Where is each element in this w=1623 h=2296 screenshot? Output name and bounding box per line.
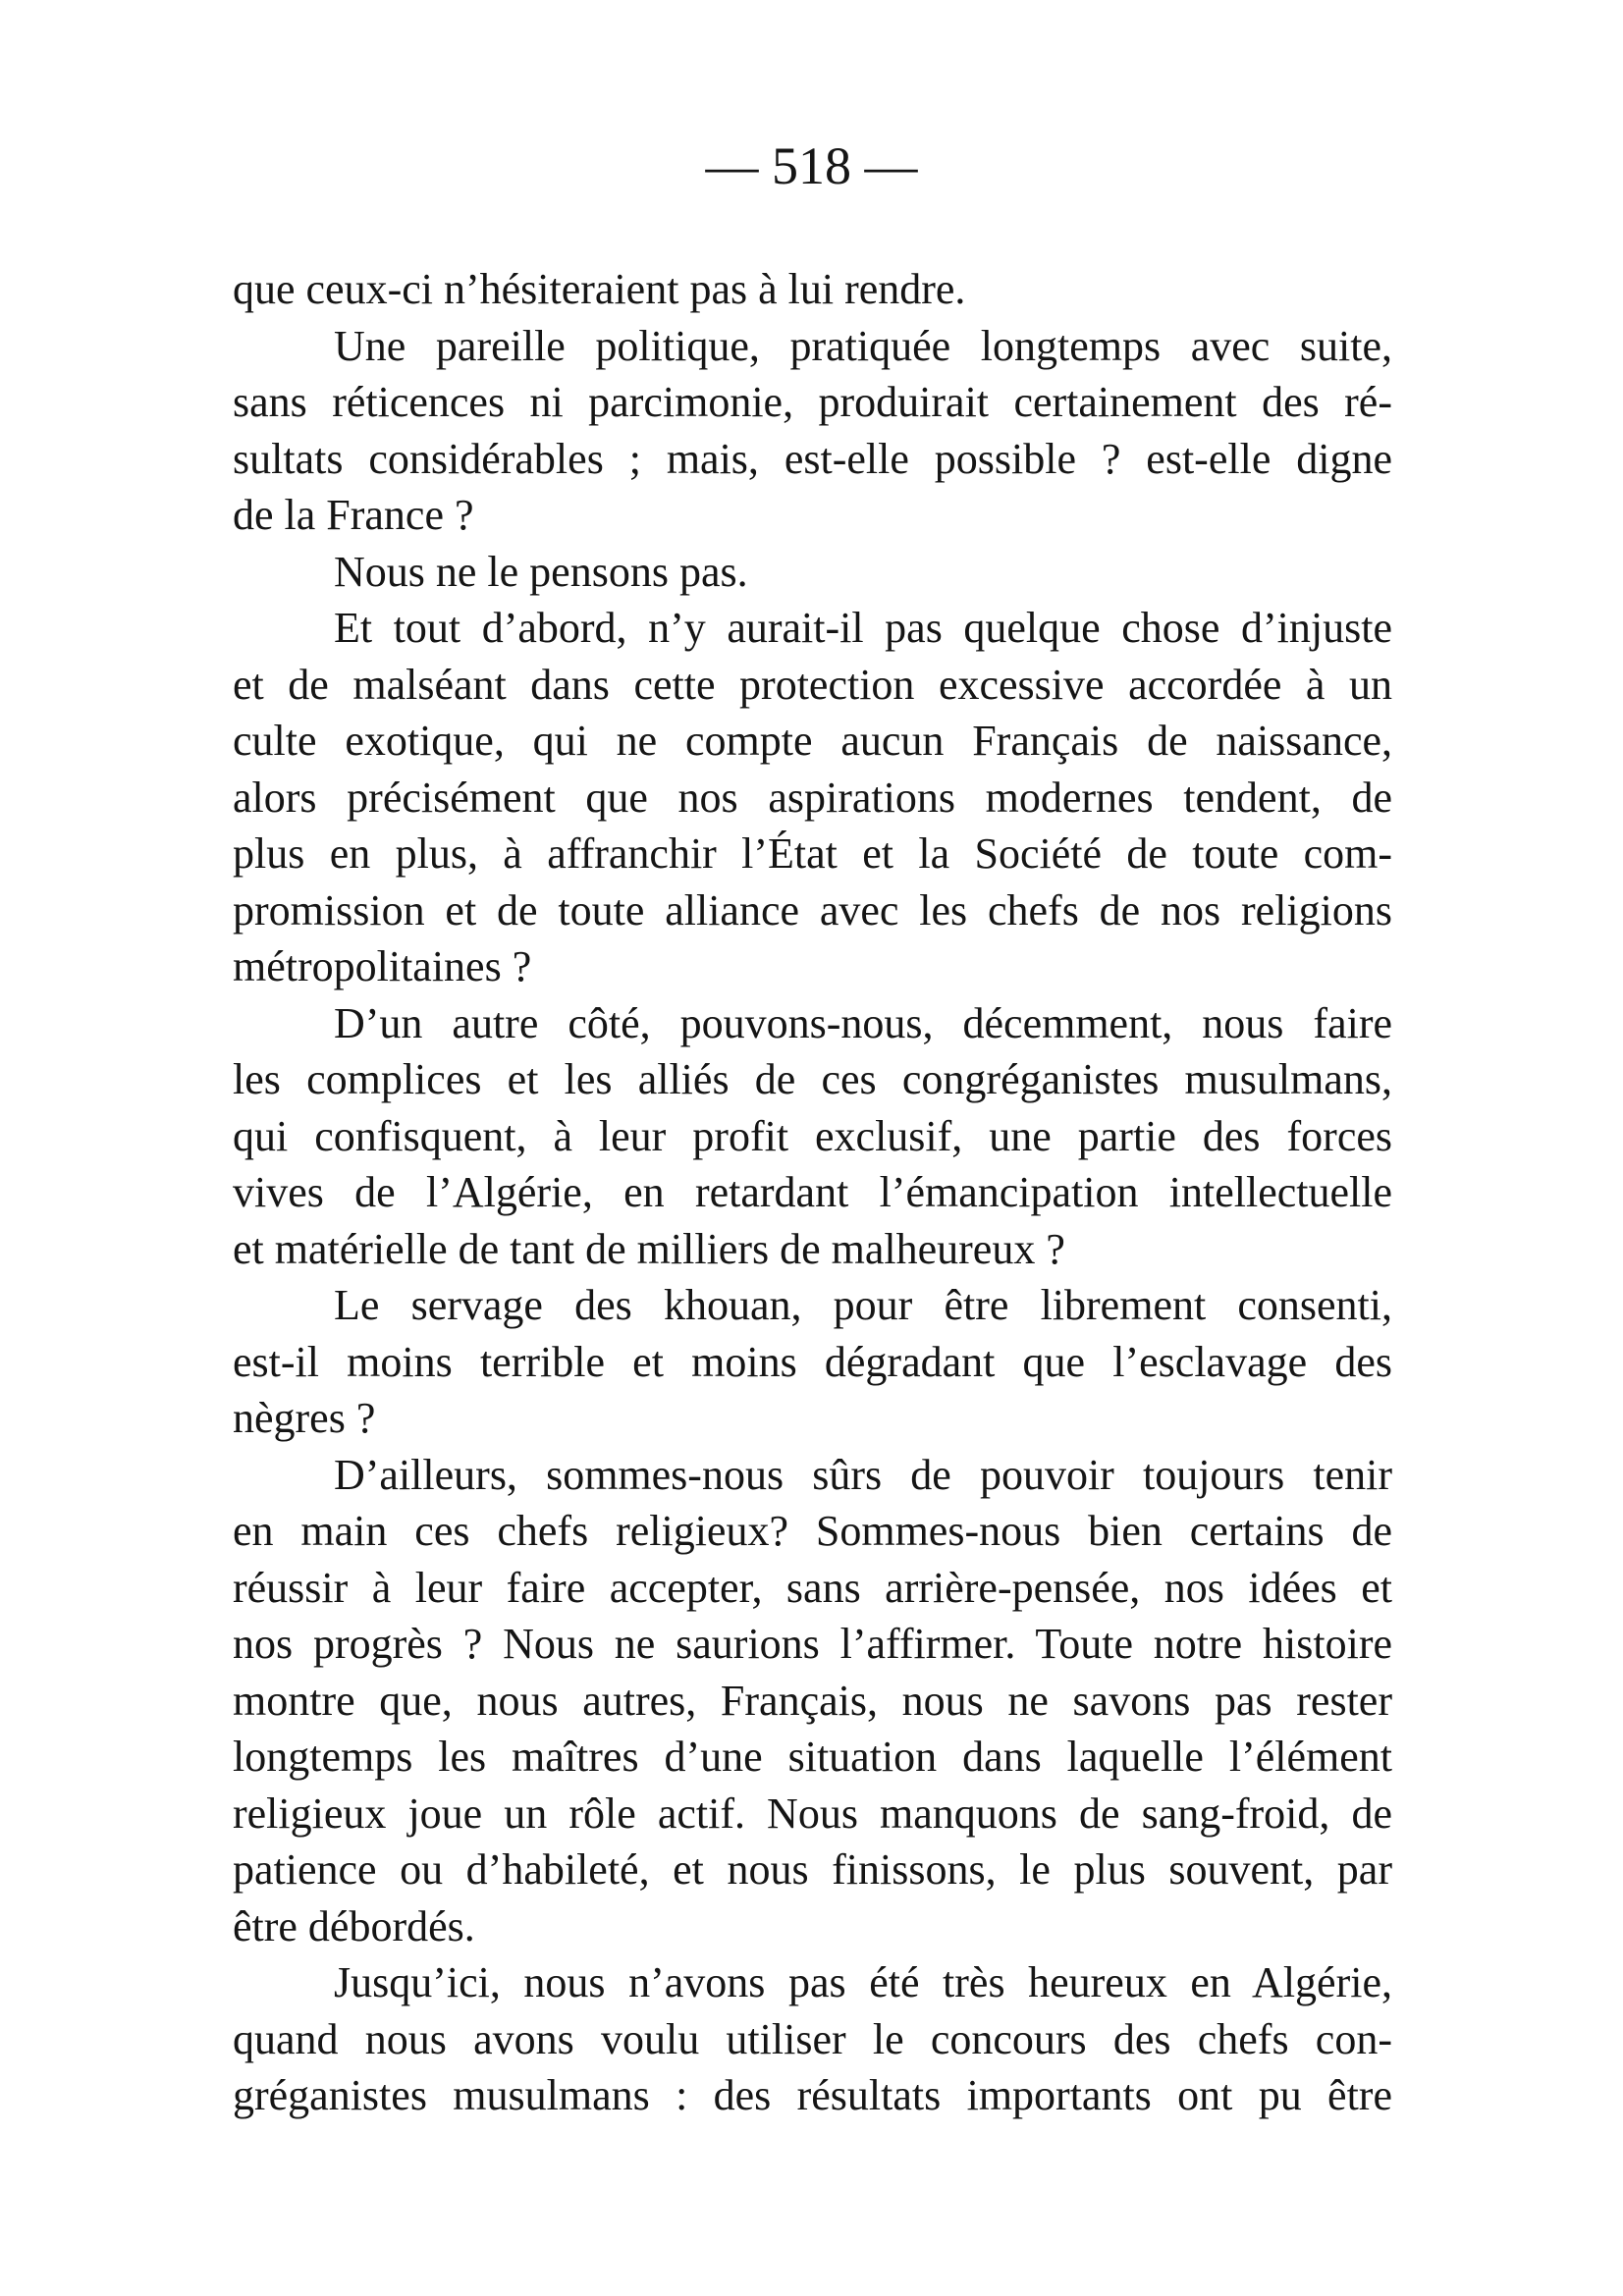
text-line-content: de la France ? [233, 491, 474, 539]
text-line [233, 487, 1392, 544]
text-line-content: D’ailleurs, sommes-nous sûrs de pouvoir toujours tenir [334, 1450, 1392, 1499]
page-body-text [233, 261, 1392, 2124]
text-line-content: quand nous avons voulu utiliser le concours des chefs con- [233, 2014, 1392, 2063]
text-line-content: Une pareille politique, pratiquée longtemps avec suite, [334, 321, 1392, 370]
text-line-content: réussir à leur faire accepter, sans arrière-pensée, nos idées et [233, 1563, 1392, 1612]
text-line [233, 1898, 1392, 1955]
text-line-content: Le servage des khouan, pour être librement consenti, [334, 1281, 1392, 1329]
text-line [233, 826, 1392, 882]
text-line [233, 1334, 1392, 1391]
paragraph [233, 1954, 1392, 2124]
text-line [233, 713, 1392, 770]
text-line [233, 261, 1392, 318]
text-line [233, 1729, 1392, 1786]
text-line [233, 1277, 1392, 1334]
text-line [233, 1673, 1392, 1730]
text-line-content: promission et de toute alliance avec les chefs de nos religions [233, 885, 1392, 934]
text-line-content: vives de l’Algérie, en retardant l’émancipation intellectuelle [233, 1168, 1392, 1216]
text-line [233, 1108, 1392, 1165]
text-line [233, 770, 1392, 827]
text-line [233, 544, 1392, 601]
text-line-content: Nous ne le pensons pas. [334, 547, 748, 596]
text-line-content: montre que, nous autres, Français, nous ne savons pas rester [233, 1676, 1392, 1725]
text-line-content: sans réticences ni parcimonie, produirait certainement des ré- [233, 378, 1392, 426]
text-line [233, 431, 1392, 488]
text-line-content: Jusqu’ici, nous n’avons pas été très heureux en Algérie, [334, 1958, 1392, 2006]
text-line-content: plus en plus, à affranchir l’État et la Société de toute com- [233, 829, 1392, 878]
text-line-content: nos progrès ? Nous ne saurions l’affirmer. Toute notre histoire [233, 1620, 1392, 1668]
text-line-content: que ceux-ci n’hésiteraient pas à lui rendre. [233, 265, 966, 313]
text-line-content: qui confisquent, à leur profit exclusif, une partie des forces [233, 1111, 1392, 1160]
text-line-content: gréganistes musulmans : des résultats importants ont pu être [233, 2071, 1392, 2119]
text-line-content: nègres ? [233, 1394, 376, 1442]
text-line [233, 600, 1392, 657]
text-line [233, 1786, 1392, 1842]
text-line-content: religieux joue un rôle actif. Nous manquons de sang-froid, de [233, 1789, 1392, 1838]
paragraph [233, 544, 1392, 601]
text-line-content: métropolitaines ? [233, 942, 532, 990]
text-line [233, 1051, 1392, 1108]
text-line [233, 657, 1392, 714]
text-line [233, 1221, 1392, 1278]
text-line [233, 1560, 1392, 1617]
text-line-content: longtemps les maîtres d’une situation dans laquelle l’élément [233, 1733, 1392, 1781]
text-line-content: en main ces chefs religieux? Sommes-nous bien certains de [233, 1507, 1392, 1555]
text-line-content: et matérielle de tant de milliers de malheureux ? [233, 1224, 1065, 1273]
paragraph [233, 995, 1392, 1278]
text-line-content: être débordés. [233, 1901, 475, 1950]
text-line-content: patience ou d’habileté, et nous finissons, le plus souvent, par [233, 1845, 1392, 1894]
text-line [233, 882, 1392, 939]
paragraph [233, 600, 1392, 995]
text-line-content: alors précisément que nos aspirations modernes tendent, de [233, 773, 1392, 822]
text-line [233, 1616, 1392, 1673]
text-line [233, 374, 1392, 431]
paragraph [233, 1277, 1392, 1447]
text-line [233, 1164, 1392, 1221]
text-line-content: Et tout d’abord, n’y aurait-il pas quelque chose d’injuste [334, 604, 1392, 652]
text-line-content: D’un autre côté, pouvons-nous, décemment, nous faire [334, 998, 1392, 1047]
text-line [233, 938, 1392, 995]
page-number-header: — 518 — [705, 136, 918, 195]
text-line-content: est-il moins terrible et moins dégradant que l’esclavage des [233, 1337, 1392, 1386]
text-line-content: culte exotique, qui ne compte aucun Français de naissance, [233, 717, 1392, 765]
text-line-content: et de malséant dans cette protection excessive accordée à un [233, 660, 1392, 709]
paragraph [233, 1447, 1392, 1955]
text-line [233, 1842, 1392, 1898]
text-line [233, 2011, 1392, 2068]
text-line [233, 1447, 1392, 1504]
text-line [233, 995, 1392, 1052]
text-line [233, 318, 1392, 375]
text-line [233, 1390, 1392, 1447]
paragraph [233, 261, 1392, 318]
paragraph [233, 318, 1392, 544]
text-line-content: sultats considérables ; mais, est-elle possible ? est-elle digne [233, 434, 1392, 483]
text-line [233, 1503, 1392, 1560]
text-line [233, 1954, 1392, 2011]
text-line-content: les complices et les alliés de ces congréganistes musulmans, [233, 1055, 1392, 1103]
text-line [233, 2067, 1392, 2124]
